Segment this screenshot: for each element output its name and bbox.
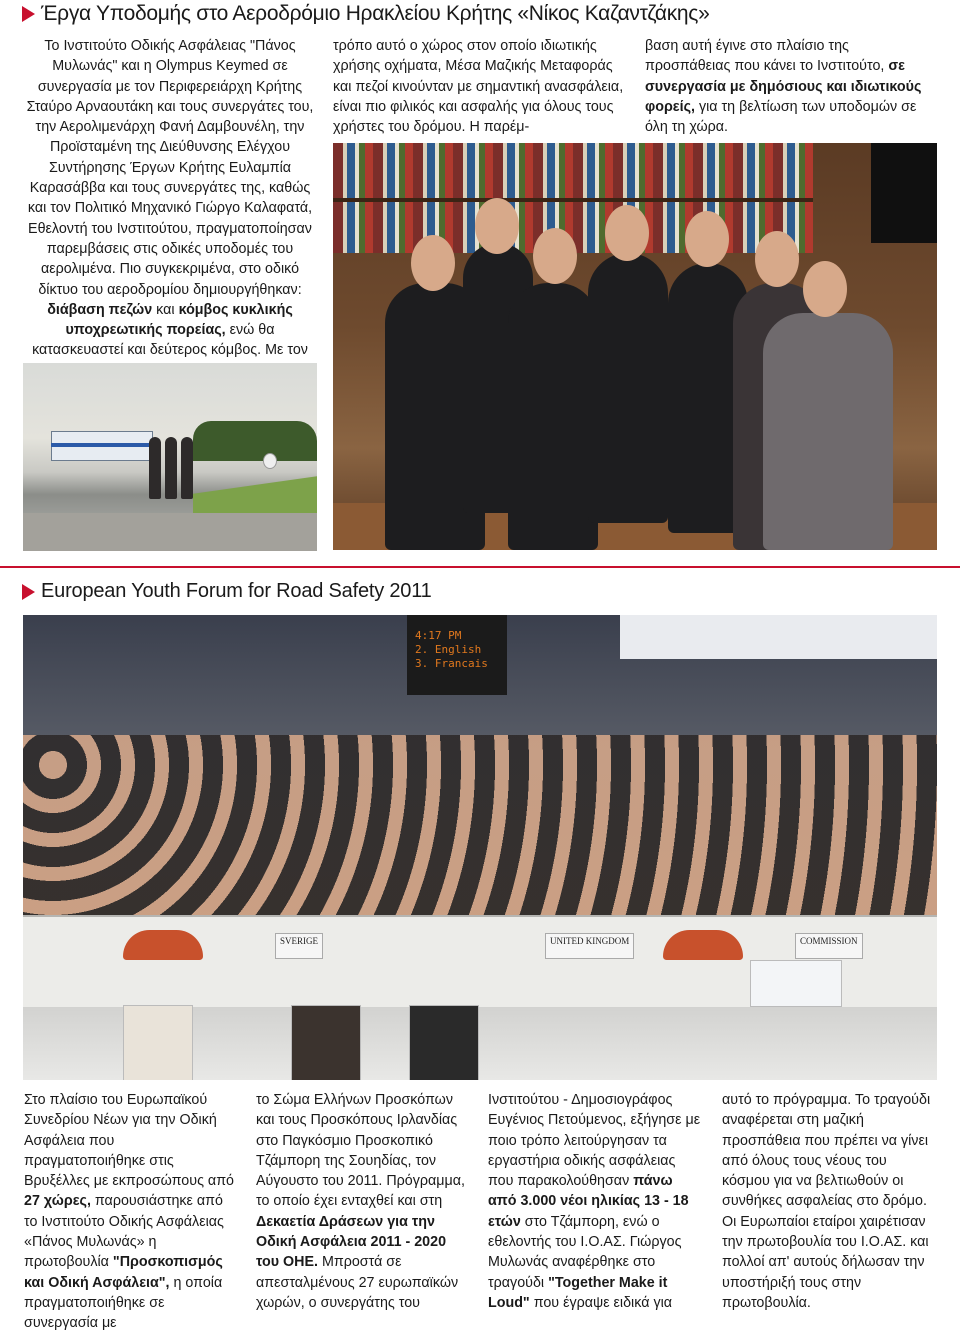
face (803, 261, 847, 317)
triangle-bullet-icon (22, 584, 35, 600)
name-tag: UNITED KINGDOM (545, 933, 634, 959)
section-heading-youth-forum (22, 580, 432, 603)
board-line: 3. Francais (415, 657, 488, 670)
paragraph-text: Στο πλαίσιο του Ευρωπαϊκού Συνεδρίου Νέων για την Οδική Ασφάλεια που πραγματοποιήθηκε στις Βρυξέλλες με εκπροσώπους από (24, 1092, 235, 1190)
shelf-board (333, 198, 813, 202)
bold-phrase: Δεκαετία Δράσεων για την Οδική Ασφάλεια 2011 - 2020 του ΟΗΕ. (256, 1213, 447, 1271)
bus-stripe (51, 443, 151, 447)
logo-card (750, 960, 842, 1007)
paragraph-text: βαση αυτή έγινε στο πλαίσιο της προσπάθειας που κάνει το Ινστιτούτο, (645, 38, 889, 75)
article-column-bottom-1 (24, 1090, 238, 1334)
section-divider (0, 566, 960, 568)
crowd (23, 735, 937, 925)
bold-phrase: κόμβος κυκλικής υποχρεωτικής πορείας, (65, 301, 293, 339)
paragraph-text: και (152, 301, 179, 318)
name-tag: COMMISSION (795, 933, 863, 959)
road-surface (23, 513, 317, 551)
airport-road-photo (23, 363, 317, 551)
board-line: 4:17 PM (415, 629, 462, 642)
paragraph-text: αυτό το πρόγραμμα. Το τραγούδι αναφέρεται στη μαζική προσπάθεια που πρέπει να γίνει από όλους τους νέους του κόσμου για να βελτιωθούν οι συνθήκες ασφαλείας στο δρόμο. Οι Ευρωπαίοι εταίροι χαιρέτισαν την πρωτοβουλία του Ι.Ο.ΑΣ. και πολλοί απ' αυτούς δήλωσαν την υποστήριξή τους στην πρωτοβουλία. (722, 1092, 931, 1311)
chair (663, 930, 743, 960)
article-column-bottom-2 (256, 1090, 470, 1313)
face (685, 211, 729, 267)
paragraph-text: Μπροστά σε απεσταλμένους 27 ευρωπαϊκών χωρών, ο συνεργάτης του (256, 1254, 459, 1311)
paragraph-text: Το Ινστιτούτο Οδικής Ασφάλειας "Πάνος Μυλωνάς" και η Olympus Keymed σε συνεργασία με τον Περιφερειάρχη Κρήτης Σταύρο Αρναουτάκη και τους συνεργάτες του, την Αερολιμενάρχη Φανή Δαμβουνέλη, την Προϊσταμένη της Διεύθυνσης Ελέγχου Συντήρησης Έργων Κρήτης Ευλαμπία Καρασάββα και τους συνεργάτες της, καθώς και τον Πολιτικό Μηχανικό Γιώργο Καλαφατά, Εθελοντή του Ινστιτούτου, πραγματοποίησαν παρεμβάσεις στις οδικές υποδομές του αερολιμένα. Πιο συγκεκριμένα, στο οδικό δίκτυο του αεροδρομίου δημιουργήθηκαν: (26, 38, 314, 298)
chair (123, 930, 203, 960)
paragraph-text: η οποία πραγματοποιήθηκε σε συνεργασία με (24, 1274, 223, 1332)
article-column-3 (645, 36, 937, 137)
person (763, 313, 893, 550)
paragraph-text: για τη βελτίωση των υποδομών σε όλη τη χώρα. (645, 98, 917, 136)
face (755, 231, 799, 287)
bold-phrase: "Together Make it Loud" (488, 1274, 668, 1311)
paragraph-text: παρουσιάστηκε από το Ινστιτούτο Οδικής Ασφάλειας «Πάνος Μυλωνάς» η πρωτοβουλία (24, 1193, 224, 1271)
bold-phrase: "Προσκοπισμός και Οδική Ασφάλεια", (24, 1254, 223, 1291)
bold-phrase: πάνω από 3.000 νέοι ηλικίας 13 - 18 ετών (488, 1173, 689, 1230)
person (588, 253, 668, 523)
face (411, 235, 455, 291)
person (165, 437, 177, 499)
display-board-text (415, 629, 488, 671)
triangle-bullet-icon (22, 6, 35, 22)
section-heading-airport (22, 2, 709, 26)
face (475, 198, 519, 254)
section-title: Έργα Υποδομής στο Αεροδρόμιο Ηρακλείου Κρήτης «Νίκος Καζαντζάκης» (41, 2, 710, 25)
office-group-photo (333, 143, 937, 550)
face (605, 205, 649, 261)
paragraph-text: τρόπο αυτό ο χώρος στον οποίο ιδιωτικής χρήσης οχήματα, Μέσα Μαζικής Μεταφοράς και πεζοί κινούνταν με σημαντική ανασφάλεια, είναι πιο φιλικός και ασφαλής για όλους τους χρήστες του δρόμου. Η παρέμ- (333, 38, 624, 136)
article-column-1 (24, 36, 316, 361)
name-tag: SVERIGE (275, 933, 323, 959)
bold-phrase: σε συνεργασία με δημόσιους και ιδιωτικούς φορείς, (645, 58, 922, 115)
poster (409, 1005, 479, 1080)
paragraph-text: ενώ θα κατασκευαστεί και δεύτερος κόμβος. Με τον (32, 322, 308, 359)
trees (193, 421, 317, 461)
youth-forum-group-photo (23, 615, 937, 1080)
bold-phrase: 27 χώρες, (24, 1193, 91, 1210)
person (181, 437, 193, 499)
bold-phrase: διάβαση πεζών (47, 301, 153, 318)
face (533, 228, 577, 284)
article-column-2 (333, 36, 627, 137)
poster (291, 1005, 361, 1080)
person (149, 437, 161, 499)
paragraph-text: στο Τζάμπορη, ενώ ο εθελοντής του Ι.Ο.ΑΣ. Γιώργος Μυλωνάς αναφέρθηκε στο τραγούδι (488, 1213, 682, 1291)
article-column-bottom-4 (722, 1090, 938, 1313)
article-column-bottom-3 (488, 1090, 704, 1313)
board-line: 2. English (415, 643, 482, 656)
poster (123, 1005, 193, 1080)
section-title: European Youth Forum for Road Safety 2011 (41, 580, 432, 602)
paragraph-text: Ινστιτούτου - Δημοσιογράφος Ευγένιος Πετούμενος, εξήγησε με ποιο τρόπο λειτούργησαν τα εργαστήρια οδικής ασφάλειας που παρακολούθησαν (488, 1092, 701, 1190)
person (508, 283, 598, 550)
paragraph-text: το Σώμα Ελλήνων Προσκόπων και τους Προσκόπους Ιρλανδίας στο Παγκόσμιο Προσκοπικό Τζάμπορη της Σουηδίας, τον Αύγουστο του 2011. Πρόγραμμα, το οποίο έχει ενταχθεί και στη (256, 1092, 466, 1210)
road-sign-icon (263, 453, 277, 469)
paragraph-text: που έγραψε ειδικά για (529, 1294, 673, 1311)
projection-screen (620, 615, 937, 659)
television (871, 143, 937, 243)
